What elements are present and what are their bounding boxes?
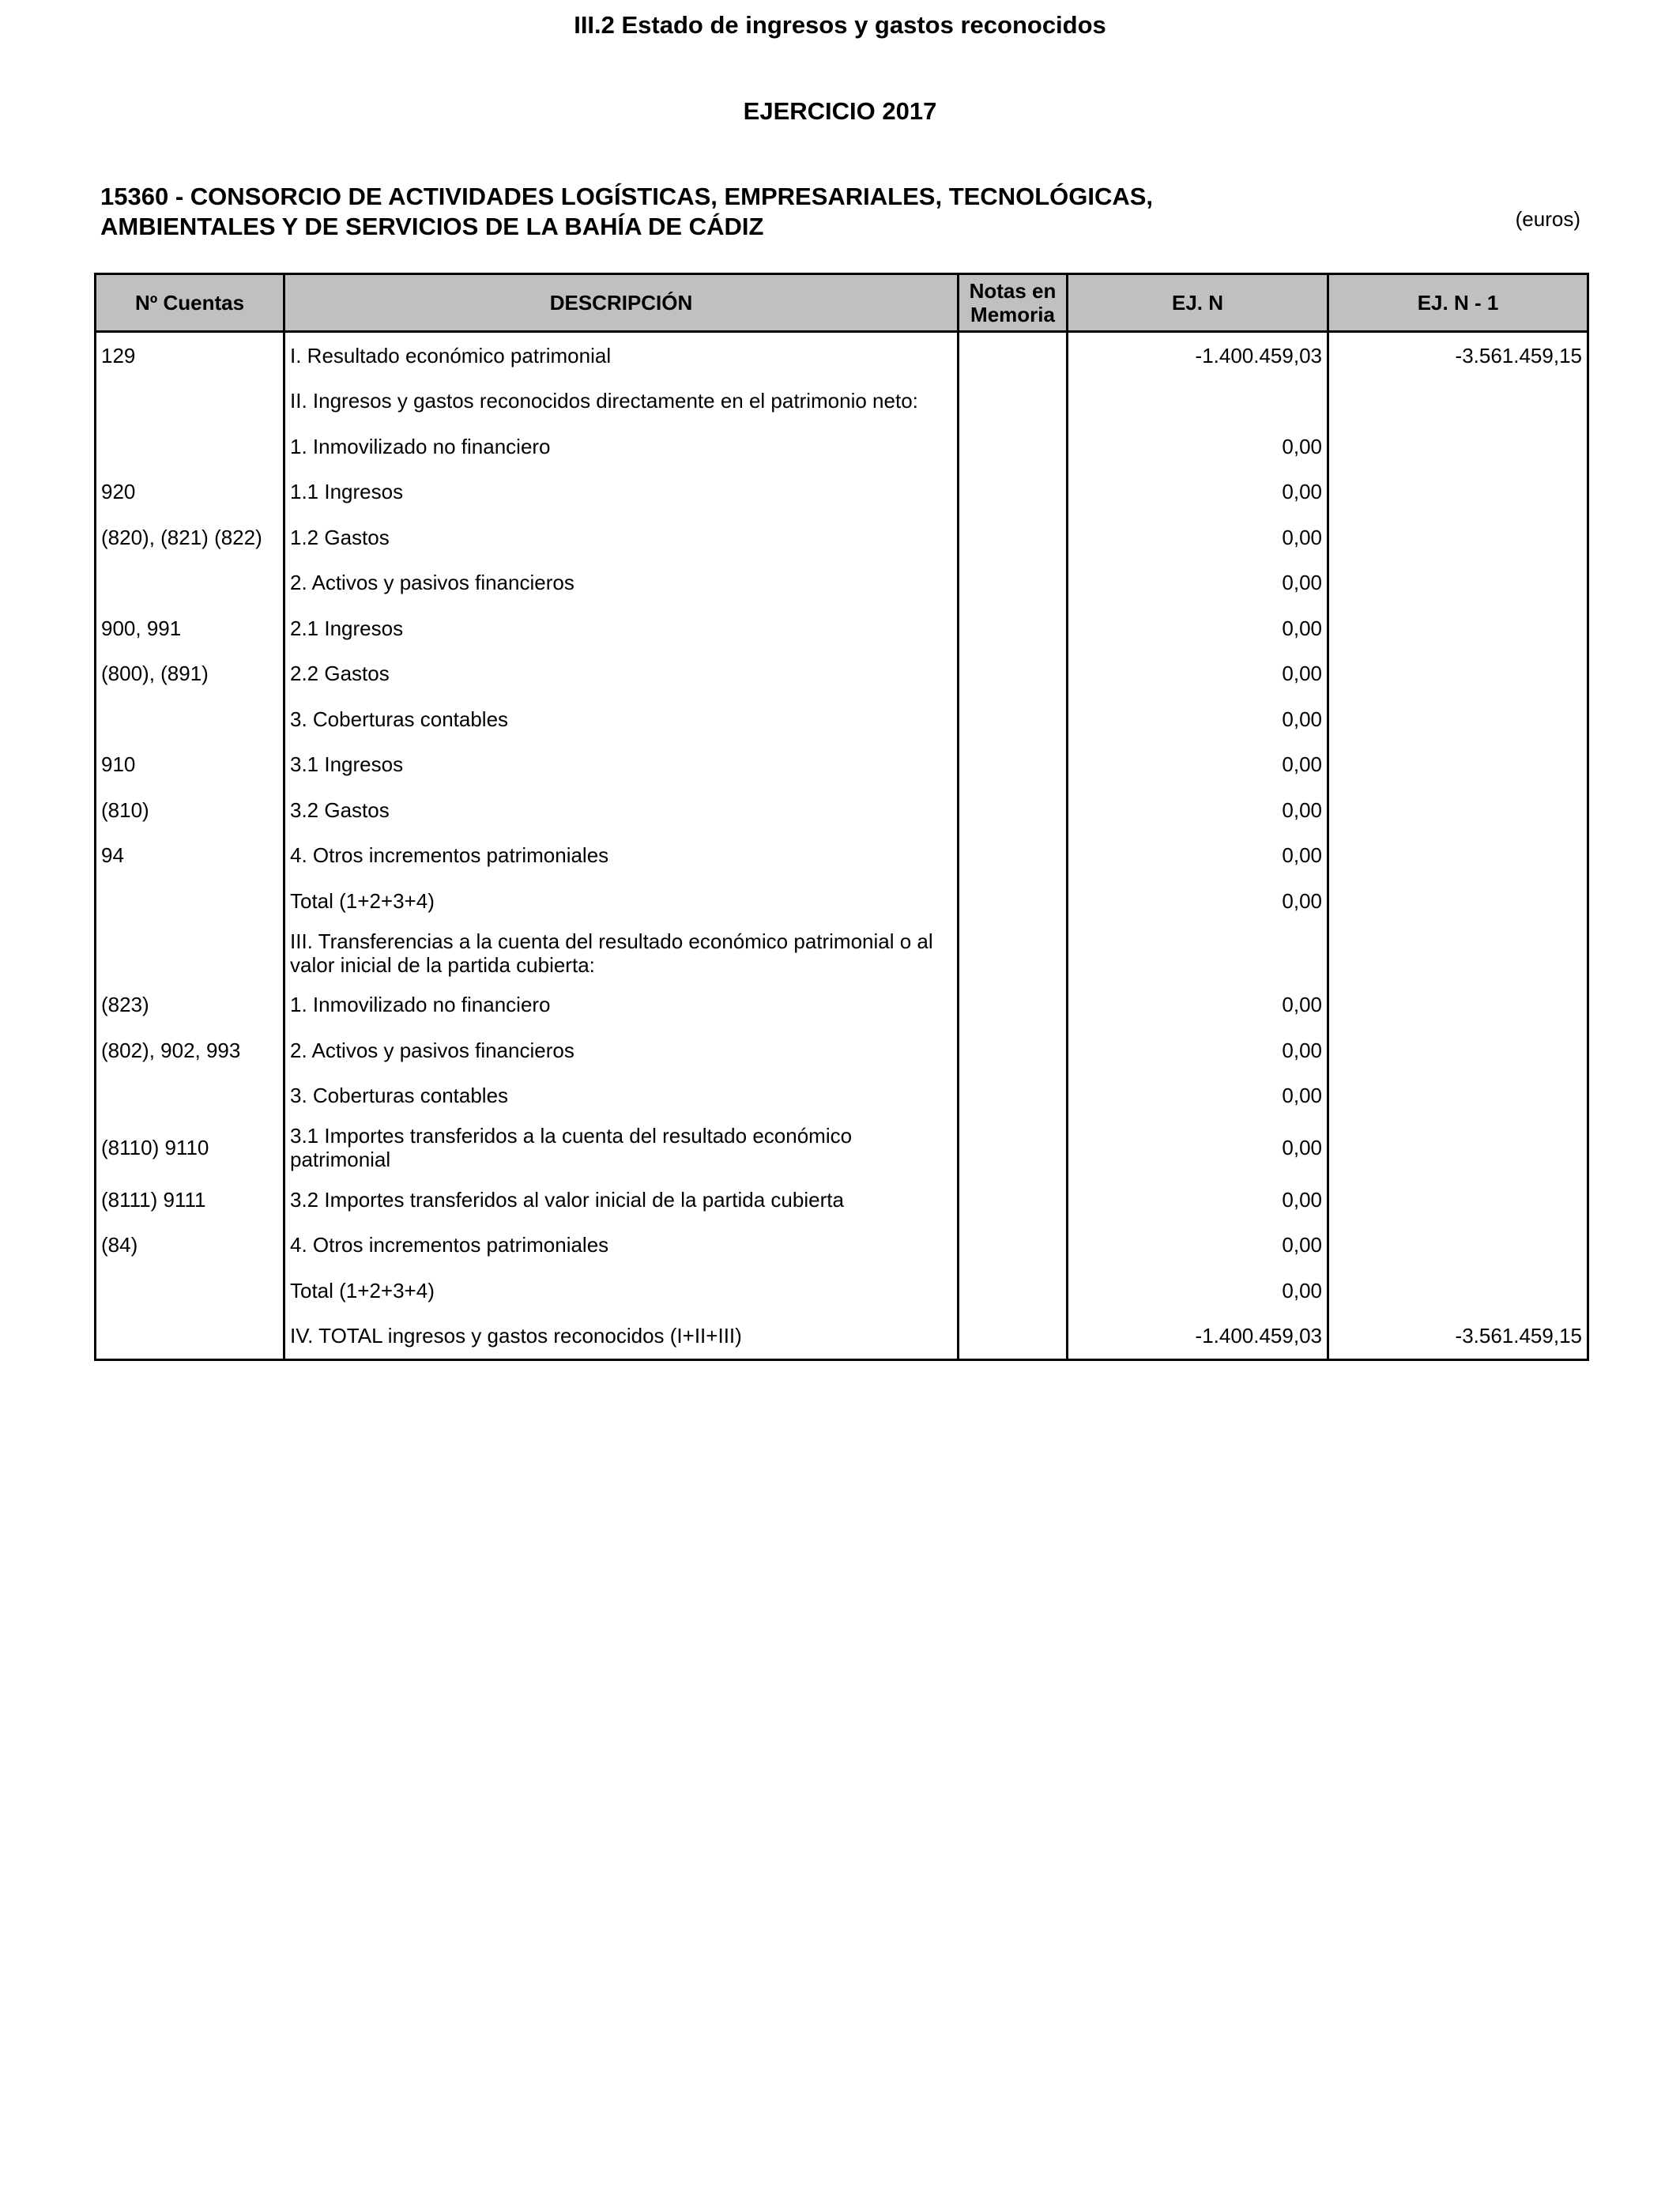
- cell-ej-n-1: [1328, 469, 1588, 515]
- table-row: [96, 1118, 1588, 1177]
- cell-descripcion: 2. Activos y pasivos financieros: [284, 560, 959, 606]
- entity-name-line-2: AMBIENTALES Y DE SERVICIOS DE LA BAHÍA DE CÁDIZ: [100, 213, 764, 240]
- cell-ej-n: -1.400.459,03: [1068, 1314, 1328, 1360]
- cell-cuenta: [96, 924, 284, 982]
- table-row: [96, 1314, 1588, 1360]
- cell-descripcion: 3.2 Importes transferidos al valor inicial de la partida cubierta: [284, 1177, 959, 1223]
- cell-notas: [959, 878, 1068, 924]
- cell-notas: [959, 1027, 1068, 1073]
- cell-ej-n-1: [1328, 651, 1588, 697]
- table-row: [96, 742, 1588, 788]
- cell-descripcion: 3.1 Ingresos: [284, 742, 959, 788]
- cell-notas: [959, 1268, 1068, 1314]
- cell-descripcion: 1. Inmovilizado no financiero: [284, 424, 959, 469]
- entity-name-line-1: 15360 - CONSORCIO DE ACTIVIDADES LOGÍSTICAS, EMPRESARIALES, TECNOLÓGICAS,: [100, 183, 1154, 210]
- cell-descripcion: 3.1 Importes transferidos a la cuenta del resultado económico patrimonial: [284, 1118, 959, 1177]
- table-row: [96, 982, 1588, 1028]
- cell-descripcion: 3.2 Gastos: [284, 787, 959, 833]
- cell-descripcion: 2. Activos y pasivos financieros: [284, 1027, 959, 1073]
- cell-ej-n-1: [1328, 1118, 1588, 1177]
- cell-notas: [959, 696, 1068, 742]
- cell-cuenta: [96, 1268, 284, 1314]
- cell-notas: [959, 560, 1068, 606]
- cell-ej-n: 0,00: [1068, 1027, 1328, 1073]
- cell-ej-n: 0,00: [1068, 515, 1328, 560]
- cell-descripcion: IV. TOTAL ingresos y gastos reconocidos (I+II+III): [284, 1314, 959, 1360]
- cell-cuenta: 94: [96, 833, 284, 879]
- cell-ej-n: [1068, 924, 1328, 982]
- cell-descripcion: 3. Coberturas contables: [284, 1073, 959, 1119]
- currency-units: (euros): [1515, 207, 1580, 231]
- cell-ej-n-1: [1328, 1223, 1588, 1269]
- cell-notas: [959, 787, 1068, 833]
- cell-cuenta: 129: [96, 332, 284, 379]
- cell-notas: [959, 605, 1068, 651]
- table-row: [96, 878, 1588, 924]
- cell-descripcion: 4. Otros incrementos patrimoniales: [284, 1223, 959, 1269]
- cell-cuenta: (800), (891): [96, 651, 284, 697]
- cell-ej-n: 0,00: [1068, 560, 1328, 606]
- cell-descripcion: 1. Inmovilizado no financiero: [284, 982, 959, 1028]
- table-row: [96, 1073, 1588, 1119]
- table-row: [96, 1177, 1588, 1223]
- cell-cuenta: [96, 379, 284, 424]
- cell-ej-n-1: [1328, 515, 1588, 560]
- cell-notas: [959, 1118, 1068, 1177]
- cell-ej-n: 0,00: [1068, 424, 1328, 469]
- cell-cuenta: (820), (821) (822): [96, 515, 284, 560]
- cell-ej-n-1: [1328, 424, 1588, 469]
- cell-notas: [959, 469, 1068, 515]
- cell-notas: [959, 1223, 1068, 1269]
- cell-ej-n-1: -3.561.459,15: [1328, 1314, 1588, 1360]
- cell-cuenta: [96, 878, 284, 924]
- header-ej-n-1: EJ. N - 1: [1328, 274, 1588, 332]
- cell-notas: [959, 742, 1068, 788]
- cell-descripcion: 2.1 Ingresos: [284, 605, 959, 651]
- income-expense-table: [94, 273, 1589, 1361]
- cell-cuenta: 910: [96, 742, 284, 788]
- table-row: [96, 469, 1588, 515]
- cell-notas: [959, 424, 1068, 469]
- header-descripcion: DESCRIPCIÓN: [284, 274, 959, 332]
- cell-cuenta: [96, 424, 284, 469]
- cell-cuenta: (84): [96, 1223, 284, 1269]
- cell-cuenta: [96, 560, 284, 606]
- cell-ej-n: 0,00: [1068, 1223, 1328, 1269]
- exercise-year: EJERCICIO 2017: [743, 97, 937, 125]
- cell-cuenta: (8110) 9110: [96, 1118, 284, 1177]
- cell-cuenta: [96, 696, 284, 742]
- cell-descripcion: 2.2 Gastos: [284, 651, 959, 697]
- cell-ej-n-1: [1328, 605, 1588, 651]
- cell-ej-n: 0,00: [1068, 833, 1328, 879]
- cell-ej-n-1: [1328, 924, 1588, 982]
- page-title: III.2 Estado de ingresos y gastos reconocidos: [574, 11, 1106, 39]
- table-row: [96, 332, 1588, 379]
- cell-descripcion: III. Transferencias a la cuenta del resultado económico patrimonial o al valor inicial de la partida cubierta:: [284, 924, 959, 982]
- cell-ej-n-1: [1328, 878, 1588, 924]
- cell-ej-n-1: [1328, 833, 1588, 879]
- cell-cuenta: (810): [96, 787, 284, 833]
- cell-ej-n: 0,00: [1068, 787, 1328, 833]
- cell-ej-n-1: [1328, 560, 1588, 606]
- cell-ej-n-1: [1328, 1027, 1588, 1073]
- cell-ej-n: 0,00: [1068, 469, 1328, 515]
- header-ej-n: EJ. N: [1068, 274, 1328, 332]
- table-row: [96, 379, 1588, 424]
- cell-ej-n-1: [1328, 379, 1588, 424]
- header-cuentas: Nº Cuentas: [96, 274, 284, 332]
- table-row: [96, 1223, 1588, 1269]
- cell-ej-n-1: [1328, 742, 1588, 788]
- cell-ej-n-1: [1328, 1177, 1588, 1223]
- cell-ej-n-1: -3.561.459,15: [1328, 332, 1588, 379]
- table-row: [96, 833, 1588, 879]
- header-notas: [959, 274, 1068, 332]
- cell-ej-n: 0,00: [1068, 1073, 1328, 1119]
- cell-ej-n-1: [1328, 1073, 1588, 1119]
- cell-descripcion: 4. Otros incrementos patrimoniales: [284, 833, 959, 879]
- cell-ej-n-1: [1328, 787, 1588, 833]
- cell-cuenta: 920: [96, 469, 284, 515]
- table-row: [96, 1268, 1588, 1314]
- table-row: [96, 1027, 1588, 1073]
- cell-ej-n: 0,00: [1068, 982, 1328, 1028]
- cell-notas: [959, 1177, 1068, 1223]
- cell-ej-n: 0,00: [1068, 878, 1328, 924]
- cell-ej-n: 0,00: [1068, 696, 1328, 742]
- cell-ej-n: 0,00: [1068, 1268, 1328, 1314]
- table-header-row: [96, 274, 1588, 332]
- cell-ej-n-1: [1328, 1268, 1588, 1314]
- cell-ej-n-1: [1328, 982, 1588, 1028]
- cell-notas: [959, 924, 1068, 982]
- cell-descripcion: I. Resultado económico patrimonial: [284, 332, 959, 379]
- cell-descripcion: 1.2 Gastos: [284, 515, 959, 560]
- table-row: [96, 651, 1588, 697]
- table-row: [96, 696, 1588, 742]
- cell-notas: [959, 982, 1068, 1028]
- cell-ej-n: 0,00: [1068, 742, 1328, 788]
- cell-cuenta: [96, 1314, 284, 1360]
- cell-descripcion: II. Ingresos y gastos reconocidos directamente en el patrimonio neto:: [284, 379, 959, 424]
- cell-descripcion: Total (1+2+3+4): [284, 1268, 959, 1314]
- table-row: [96, 424, 1588, 469]
- cell-cuenta: [96, 1073, 284, 1119]
- table-row: [96, 787, 1588, 833]
- table-row: [96, 605, 1588, 651]
- cell-ej-n: 0,00: [1068, 651, 1328, 697]
- cell-descripcion: 3. Coberturas contables: [284, 696, 959, 742]
- cell-notas: [959, 1314, 1068, 1360]
- table-row: [96, 924, 1588, 982]
- table-row: [96, 560, 1588, 606]
- header-notas-line-1: Notas en: [969, 279, 1057, 303]
- entity-name: [100, 182, 1444, 242]
- cell-cuenta: (8111) 9111: [96, 1177, 284, 1223]
- cell-notas: [959, 651, 1068, 697]
- cell-ej-n: -1.400.459,03: [1068, 332, 1328, 379]
- cell-ej-n-1: [1328, 696, 1588, 742]
- cell-cuenta: (823): [96, 982, 284, 1028]
- cell-cuenta: 900, 991: [96, 605, 284, 651]
- cell-notas: [959, 833, 1068, 879]
- cell-descripcion: 1.1 Ingresos: [284, 469, 959, 515]
- cell-cuenta: (802), 902, 993: [96, 1027, 284, 1073]
- cell-notas: [959, 515, 1068, 560]
- table-body: [96, 332, 1588, 1360]
- cell-notas: [959, 332, 1068, 379]
- header-notas-line-2: Memoria: [970, 303, 1055, 326]
- cell-notas: [959, 1073, 1068, 1119]
- cell-ej-n: 0,00: [1068, 1177, 1328, 1223]
- cell-descripcion: Total (1+2+3+4): [284, 878, 959, 924]
- cell-ej-n: [1068, 379, 1328, 424]
- cell-notas: [959, 379, 1068, 424]
- cell-ej-n: 0,00: [1068, 605, 1328, 651]
- table-row: [96, 515, 1588, 560]
- cell-ej-n: 0,00: [1068, 1118, 1328, 1177]
